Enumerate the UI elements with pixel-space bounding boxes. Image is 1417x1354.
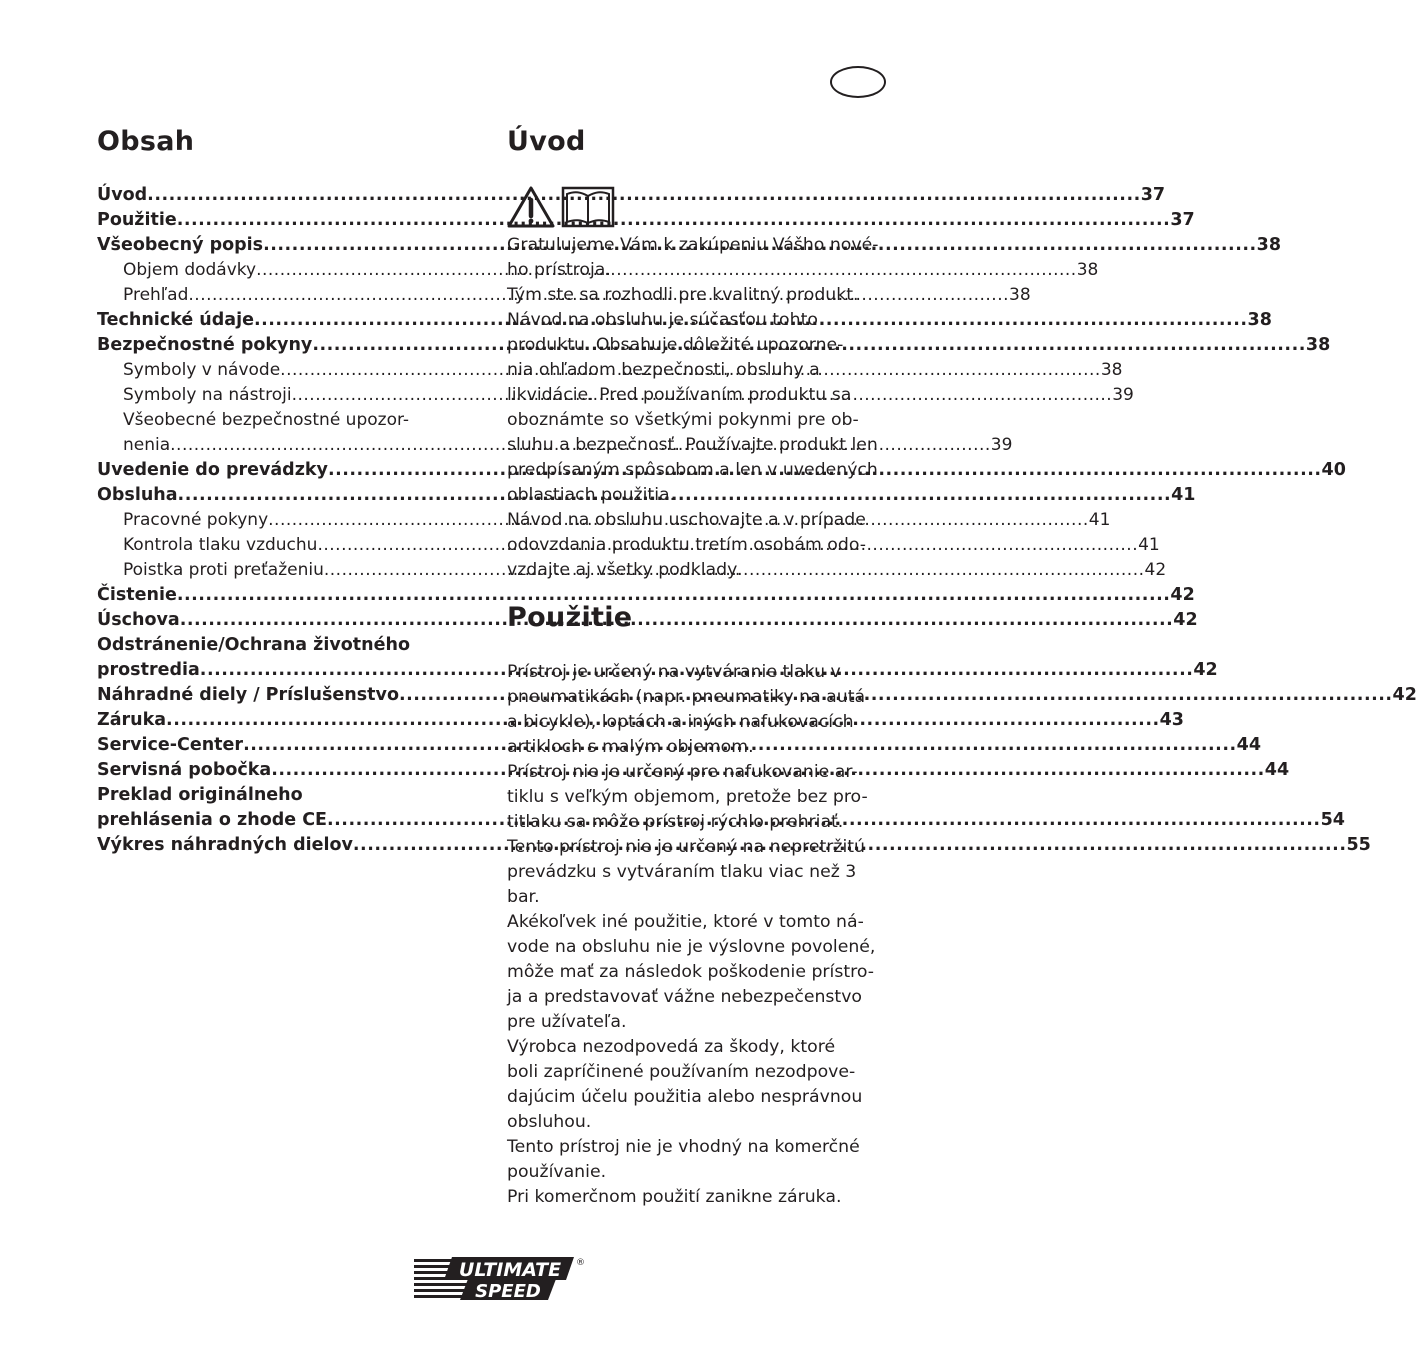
uvod-text-line: vzdajte aj všetky podklady. <box>507 560 741 580</box>
toc-item-label: Service-Center <box>97 735 244 755</box>
toc-item-label: prostredia <box>97 660 200 680</box>
toc-leader-dots <box>180 608 1174 633</box>
logo-ultimate-text: ULTIMATE <box>458 1259 562 1281</box>
toc-item-label: Symboly na nástroji <box>123 385 292 405</box>
toc-title: Obsah <box>97 126 195 157</box>
toc-item <box>97 408 477 433</box>
uvod-text-line: produktu. Obsahuje dôležité upozorne- <box>507 335 844 355</box>
pouzitie-text-line: používanie. <box>507 1162 607 1182</box>
toc-page-number: 42 <box>1173 610 1198 630</box>
uvod-text-line: oblastiach použitia. <box>507 485 676 505</box>
toc-item-label: Preklad originálneho <box>97 785 303 805</box>
toc-item-label: Úschova <box>97 610 180 630</box>
uvod-text-line: Návod na obsluhu uschovajte a v prípade <box>507 510 866 530</box>
pouzitie-text-line: a bicykle), loptách a iných nafukovacích <box>507 712 854 732</box>
toc-item-label: Odstránenie/Ochrana životného <box>97 635 410 655</box>
toc-item-label: Objem dodávky <box>123 260 257 280</box>
toc-item-label: Prehľad <box>123 285 189 305</box>
pouzitie-text-line: pre užívateľa. <box>507 1012 627 1032</box>
toc-leader-dots <box>177 583 1171 608</box>
pouzitie-text-line: môže mať za následok poškodenie prístro- <box>507 962 874 982</box>
toc-page-number: 42 <box>1193 660 1218 680</box>
uvod-text-line: nia ohľadom bezpečnosti, obsluhy a <box>507 360 820 380</box>
toc-item-label: Technické údaje <box>97 310 254 330</box>
toc-page-number: 54 <box>1320 810 1345 830</box>
toc-page-number: 39 <box>1112 385 1134 405</box>
toc-page-number: 37 <box>1170 210 1195 230</box>
uvod-text-line: sluhu a bezpečnosť. Používajte produkt len <box>507 435 878 455</box>
pouzitie-text-line: pneumatikách (napr. pneumatiky na autá <box>507 687 866 707</box>
pouzitie-paragraph <box>507 660 892 1210</box>
toc-item-label: Pracovné pokyny <box>123 510 269 530</box>
uvod-text-line: odovzdania produktu tretím osobám odo- <box>507 535 866 555</box>
toc-item-label: Čistenie <box>97 585 177 605</box>
toc-item <box>97 208 1195 233</box>
toc-item <box>97 783 477 808</box>
toc-item-label: Použitie <box>97 210 177 230</box>
toc-item-label: Všeobecný popis <box>97 235 264 255</box>
toc-page-number: 43 <box>1159 710 1184 730</box>
language-badge-oval <box>830 66 886 98</box>
toc-page-number: 38 <box>1076 260 1099 280</box>
pouzitie-text-line: titlaku sa môže prístroj rýchlo prehriať. <box>507 812 844 832</box>
pouzitie-text-line: tiklu s veľkým objemom, pretože bez pro- <box>507 787 868 807</box>
pouzitie-text-line: dajúcim účelu použitia alebo nesprávnou <box>507 1087 863 1107</box>
toc-item-label: Servisná pobočka <box>97 760 272 780</box>
toc-item-label: Bezpečnostné pokyny <box>97 335 313 355</box>
ultimate-speed-logo <box>414 1253 585 1307</box>
uvod-text-line: predpísaným spôsobom a len v uvedených <box>507 460 878 480</box>
pouzitie-text-line: vode na obsluhu nie je výslovne povolené, <box>507 937 876 957</box>
uvod-title: Úvod <box>507 126 586 157</box>
toc-page-number: 40 <box>1321 460 1346 480</box>
toc-item-label: Výkres náhradných dielov <box>97 835 353 855</box>
toc-item <box>97 633 477 658</box>
pouzitie-text-line: Tento prístroj nie je určený na nepretržitú <box>507 837 866 857</box>
toc-page-number: 42 <box>1392 685 1417 705</box>
toc-page-number: 38 <box>1256 235 1282 255</box>
pouzitie-text-line: obsluhou. <box>507 1112 592 1132</box>
logo-speed-text: SPEED <box>475 1281 541 1302</box>
uvod-text-line: oboznámte so všetkými pokynmi pre ob- <box>507 410 859 430</box>
toc-item-label: Záruka <box>97 710 167 730</box>
pouzitie-text-line: bar. <box>507 887 540 907</box>
pouzitie-text-line: Výrobca nezodpovedá za škody, ktoré <box>507 1037 836 1057</box>
pouzitie-text-line: Pri komerčnom použití zanikne záruka. <box>507 1187 842 1207</box>
pouzitie-text-line: Tento prístroj nie je vhodný na komerčné <box>507 1137 860 1157</box>
toc-page-number: 42 <box>1144 560 1167 580</box>
toc-page-number: 44 <box>1236 735 1261 755</box>
uvod-text-line: Tým ste sa rozhodli pre kvalitný produkt. <box>507 285 859 305</box>
uvod-paragraph <box>507 233 892 583</box>
pouzitie-text-line: prevádzku s vytváraním tlaku viac než 3 <box>507 862 857 882</box>
pouzitie-text-line: Prístroj je určený na vytváranie tlaku v <box>507 662 841 682</box>
toc-page-number: 38 <box>1009 285 1031 305</box>
toc-page-number: 55 <box>1346 835 1371 855</box>
uvod-text-line: Návod na obsluhu je súčasťou tohto <box>507 310 818 330</box>
toc-page-number: 37 <box>1140 185 1166 205</box>
toc-item-label: Úvod <box>97 185 148 205</box>
warning-triangle-icon <box>507 186 555 228</box>
toc-item-label: Uvedenie do prevádzky <box>97 460 328 480</box>
toc-item-label: Obsluha <box>97 485 178 505</box>
uvod-text-line: Gratulujeme Vám k zakúpeniu Vášho nové- <box>507 235 879 255</box>
toc-page-number: 39 <box>990 435 1013 455</box>
toc-page-number: 41 <box>1171 485 1196 505</box>
toc-item-label: Kontrola tlaku vzduchu <box>123 535 318 555</box>
manual-book-icon <box>561 186 615 228</box>
toc-page-number: 41 <box>1138 535 1160 555</box>
toc-item-label: prehlásenia o zhode CE <box>97 810 328 830</box>
pouzitie-text-line: ja a predstavovať vážne nebezpečenstvo <box>507 987 863 1007</box>
uvod-text-line: ho prístroja. <box>507 260 611 280</box>
toc-item <box>97 183 1166 208</box>
toc-leader-dots <box>147 183 1141 208</box>
toc-page-number: 38 <box>1247 310 1272 330</box>
toc-item-label: Náhradné diely / Príslušenstvo <box>97 685 399 705</box>
toc-item-label: Všeobecné bezpečnostné upozor- <box>123 410 410 430</box>
toc-page-number: 38 <box>1305 335 1331 355</box>
toc-page-number: 44 <box>1264 760 1290 780</box>
pouzitie-text-line: Akékoľvek iné použitie, ktoré v tomto ná- <box>507 912 864 932</box>
pouzitie-text-line: boli zapríčinené používaním nezodpove- <box>507 1062 856 1082</box>
uvod-text-line: likvidácie. Pred používaním produktu sa <box>507 385 852 405</box>
toc-item-label: Poistka proti preťaženiu <box>123 560 324 580</box>
toc-page-number: 38 <box>1100 360 1123 380</box>
toc-page-number: 41 <box>1088 510 1111 530</box>
toc-item-label: nenia <box>123 435 171 455</box>
toc-leader-dots <box>177 208 1171 233</box>
safety-icons <box>507 186 617 230</box>
toc-item <box>97 583 1195 608</box>
toc-item-label: Symboly v návode <box>123 360 281 380</box>
logo-registered-mark: ® <box>576 1258 585 1268</box>
pouzitie-text-line: Prístroj nie je určený pre nafukovanie ar- <box>507 762 858 782</box>
pouzitie-text-line: artikloch s malým objemom. <box>507 737 754 757</box>
toc-page-number: 42 <box>1170 585 1195 605</box>
pouzitie-title: Použitie <box>507 602 633 633</box>
